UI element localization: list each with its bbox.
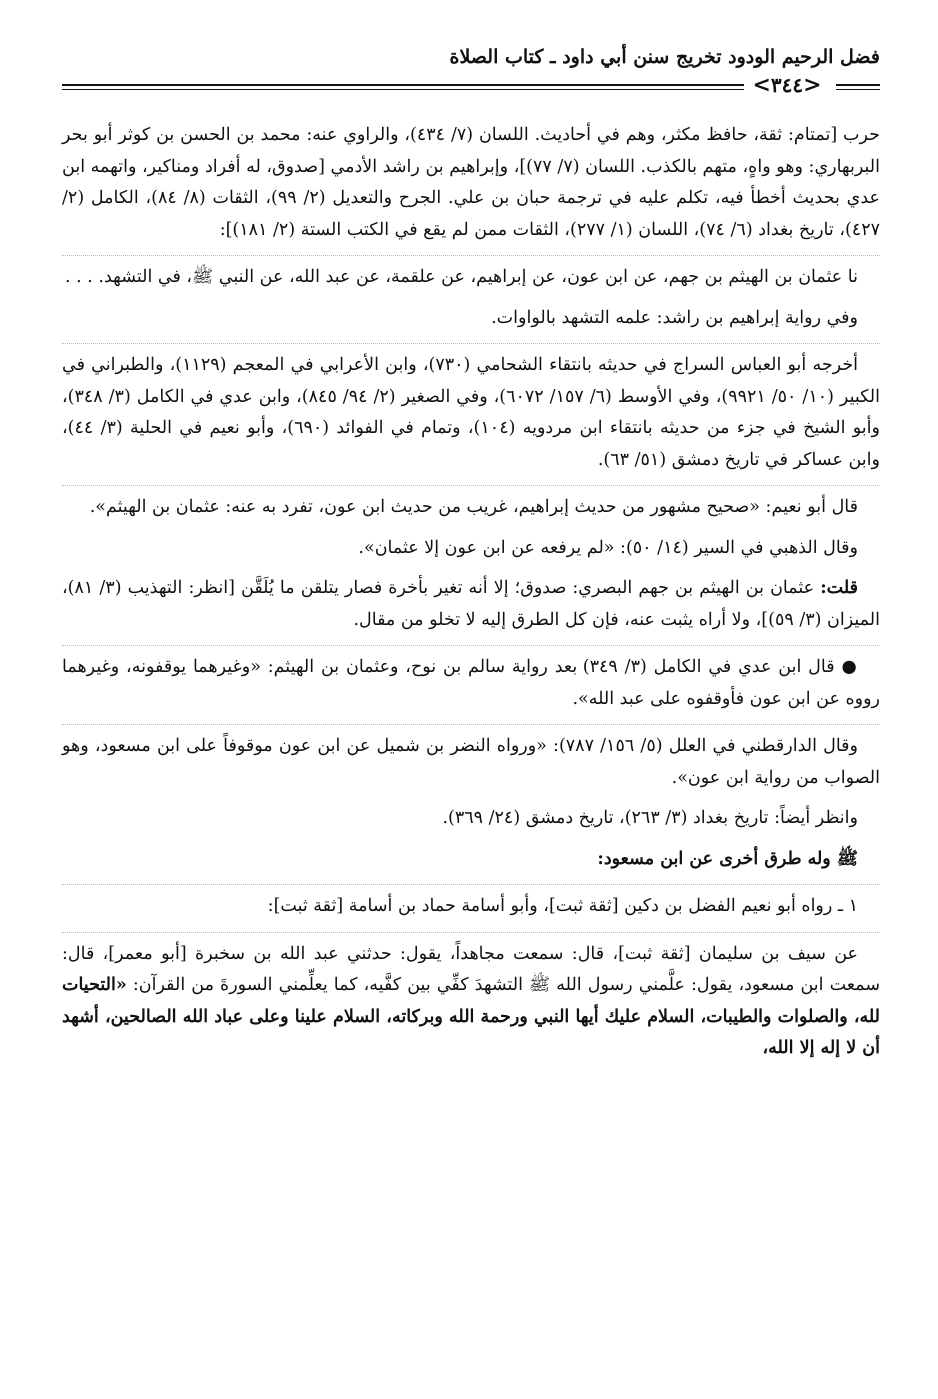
paragraph-isnad: نا عثمان بن الهيثم بن جهم، عن ابن عون، عن إبراهيم، عن علقمة، عن عبد الله، عن النبي ﷺ، في التشهد. . . .: [65, 267, 858, 287]
qult-text: عثمان بن الهيثم بن جهم البصري: صدوق؛ إلا أنه تغير بأخرة فصار يتلقن ما يُلَقَّن [انظر: التهذيب (٣/ ٨١)، الميزان (٣/ ٥٩)]، ولا أراه يثبت عنه، فإن كل الطرق إليه لا تخلو من مقال.: [62, 578, 880, 630]
paragraph-daraqutni: وقال الدارقطني في العلل (٥/ ١٥٦/ ٧٨٧): «ورواه النضر بن شميل عن ابن عون موقوفاً على ابن مسعود، وهو الصواب من رواية ابن عون».: [62, 736, 880, 788]
separator: [62, 343, 880, 344]
paragraph-dhahabi: وقال الذهبي في السير (١٤/ ٥٠): «لم يرفعه عن ابن عون إلا عثمان».: [358, 537, 858, 558]
header-rule: [836, 89, 880, 90]
bullet-icon: ●: [841, 657, 858, 677]
page-number: ٣٤٤: [770, 73, 804, 97]
paragraph-ibn-adi: [62, 652, 880, 715]
qult-label: قلت:: [820, 578, 858, 598]
hadith-isnad: عن سيف بن سليمان [ثقة ثبت]، قال: سمعت مجاهداً، يقول: حدثني عبد الله بن سخبرة [أبو معمر]، قال: سمعت ابن مسعود، يقول: علَّمني رسول الله ﷺ التشهدَ كفِّي بين كفَّيه، كما يعلِّمني السورةَ من القرآن:: [62, 943, 880, 995]
paragraph-abu-nuaym: قال أبو نعيم: «صحيح مشهور من حديث إبراهيم، غريب من حديث ابن عون، تفرد به عنه: عثمان بن الهيثم».: [89, 497, 858, 517]
section-heading: ﷺ وله طرق أخرى عن ابن مسعود:: [597, 848, 858, 869]
paragraph-see-also: وانظر أيضاً: تاريخ بغداد (٣/ ٢٦٣)، تاريخ دمشق (٢٤/ ٣٦٩).: [442, 808, 858, 828]
separator: [62, 255, 880, 256]
header-rule: [836, 84, 880, 86]
page-body: [62, 120, 880, 1074]
book-title: فضل الرحيم الودود تخريج سنن أبي داود ـ كتاب الصلاة: [449, 46, 880, 68]
paragraph-hadith-text: [62, 939, 880, 1065]
bracket-left-ornament: <: [752, 72, 771, 98]
separator: [62, 932, 880, 933]
separator: [62, 645, 880, 646]
bullet-text: قال ابن عدي في الكامل (٣/ ٣٤٩) بعد رواية سالم بن نوح، وعثمان بن الهيثم: «وغيرهما يوقفونه، وغيرهما رووه عن ابن عون فأوقفوه على عبد الله».: [62, 657, 880, 709]
paragraph-narrators: حرب [تمتام: ثقة، حافظ مكثر، وهم في أحاديث. اللسان (٧/ ٤٣٤)، والراوي عنه: محمد بن الحسن بن كوثر أبو بحر البربهاري: وهو واهٍ، متهم بالكذب. اللسان (٧/ ٧٧)]، وإبراهيم بن راشد الأدمي [صدوق، له أفراد ومناكير، واتهمه ابن عدي بحديث أخطأ فيه، تكلم عليه في ترجمة حبان بن علي. الجرح والتعديل (٢/ ٩٩)، الثقات (٨/ ٨٤)، الكامل (٢/ ٤٢٧)، تاريخ بغداد (٦/ ٧٤)، اللسان (١/ ٢٧٧)، الثقات ممن لم يقع في الكتب الستة (٢/ ١٨١)]:: [62, 125, 881, 240]
page-number-badge: [744, 68, 830, 102]
hadith-tashahhud: «التحيات لله، والصلوات والطيبات، السلام عليك أيها النبي ورحمة الله وبركاته، السلام علينا وعلى عباد الله الصالحين، أشهد أن لا إله إلا الله،: [62, 975, 880, 1058]
separator: [62, 485, 880, 486]
paragraph-riwaya: وفي رواية إبراهيم بن راشد: علمه التشهد بالواوات.: [491, 307, 858, 328]
separator: [62, 884, 880, 885]
paragraph-item-1: ١ ـ رواه أبو نعيم الفضل بن دكين [ثقة ثبت]، وأبو أسامة حماد بن أسامة [ثقة ثبت]:: [267, 896, 858, 916]
page-header: [62, 40, 880, 102]
separator: [62, 724, 880, 725]
header-rule: [62, 89, 744, 90]
paragraph-takhrij: أخرجه أبو العباس السراج في حديثه بانتقاء الشحامي (٧٣٠)، وابن الأعرابي في المعجم (١١٢٩)، والطبراني في الكبير (١٠/ ٥٠/ ٩٩٢١)، وفي الأوسط (٦/ ١٥٧/ ٦٠٧٢)، وفي الصغير (٢/ ٩٤/ ٨٤٥)، وابن عدي في الكامل (٣/ ٣٤٨)، وأبو الشيخ في جزء من حديثه بانتقاء ابن مردويه (١٠٤)، وتمام في الفوائد (٦٩٠)، وأبو نعيم في الحلية (٣/ ٤٤)، وابن عساكر في تاريخ دمشق (٥١/ ٦٣).: [62, 355, 880, 470]
paragraph-qult: [62, 573, 880, 636]
header-rule: [62, 84, 744, 86]
document-page: [62, 40, 880, 1385]
bracket-right-ornament: >: [803, 72, 822, 98]
